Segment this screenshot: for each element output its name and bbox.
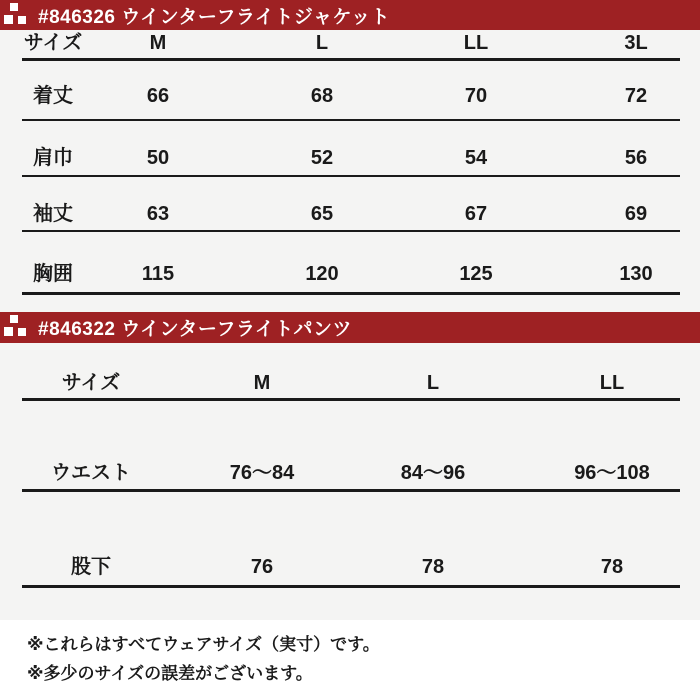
pants-title: #846322 ウインターフライトパンツ	[38, 319, 353, 340]
pants-col-size: サイズ	[61, 372, 121, 394]
size-value: 72	[624, 85, 648, 107]
size-value: 78	[600, 556, 624, 578]
size-value: 70	[464, 85, 488, 107]
blocks-icon	[4, 3, 28, 26]
jacket-col-3l: 3L	[624, 32, 648, 54]
size-value: 68	[310, 85, 334, 107]
section-gap	[0, 295, 700, 312]
row-label: ウエスト	[51, 462, 131, 484]
size-value: 78	[421, 556, 445, 578]
pants-header-row	[0, 343, 700, 398]
jacket-col-l: L	[315, 32, 329, 54]
jacket-title: #846326 ウインターフライトジャケット	[38, 6, 391, 28]
size-value: 50	[146, 147, 170, 169]
jacket-title-bar	[0, 0, 700, 30]
jacket-header-row	[0, 30, 700, 58]
jacket-row-body-length	[0, 61, 700, 119]
note-actual-size: ※これらはすべてウェアサイズ（実寸）です。	[27, 635, 380, 654]
jacket-row-sleeve-length	[0, 177, 700, 230]
pants-col-ll: LL	[599, 372, 625, 394]
pants-col-l: L	[426, 372, 440, 394]
row-label: 肩巾	[33, 147, 73, 169]
size-value: 52	[310, 147, 334, 169]
pants-row-inseam	[0, 492, 700, 585]
jacket-row-chest	[0, 232, 700, 292]
row-label: 胸囲	[33, 263, 73, 285]
row-label: 袖丈	[33, 203, 73, 225]
size-value: 54	[464, 147, 488, 169]
size-value: 84〜96	[400, 462, 466, 484]
jacket-col-size: サイズ	[23, 32, 83, 54]
size-value: 76〜84	[229, 462, 295, 484]
row-label: 着丈	[33, 85, 73, 107]
size-value: 120	[305, 263, 339, 285]
blocks-icon	[4, 315, 28, 338]
size-value: 115	[141, 263, 175, 285]
note-size-tolerance: ※多少のサイズの誤差がございます。	[27, 664, 313, 683]
size-value: 65	[310, 203, 334, 225]
size-value: 69	[624, 203, 648, 225]
size-value: 66	[146, 85, 170, 107]
jacket-row-shoulder-width	[0, 121, 700, 175]
pants-title-bar	[0, 312, 700, 343]
size-value: 67	[464, 203, 488, 225]
size-value: 63	[146, 203, 170, 225]
divider	[22, 585, 680, 588]
jacket-col-ll: LL	[463, 32, 489, 54]
size-value: 56	[624, 147, 648, 169]
size-value: 125	[459, 263, 493, 285]
row-label: 股下	[71, 556, 111, 578]
size-value: 130	[619, 263, 653, 285]
size-value: 76	[250, 556, 274, 578]
jacket-col-m: M	[149, 32, 167, 54]
pants-row-waist	[0, 401, 700, 489]
size-value: 96〜108	[574, 462, 650, 484]
footnotes	[0, 620, 700, 700]
pants-col-m: M	[253, 372, 271, 394]
